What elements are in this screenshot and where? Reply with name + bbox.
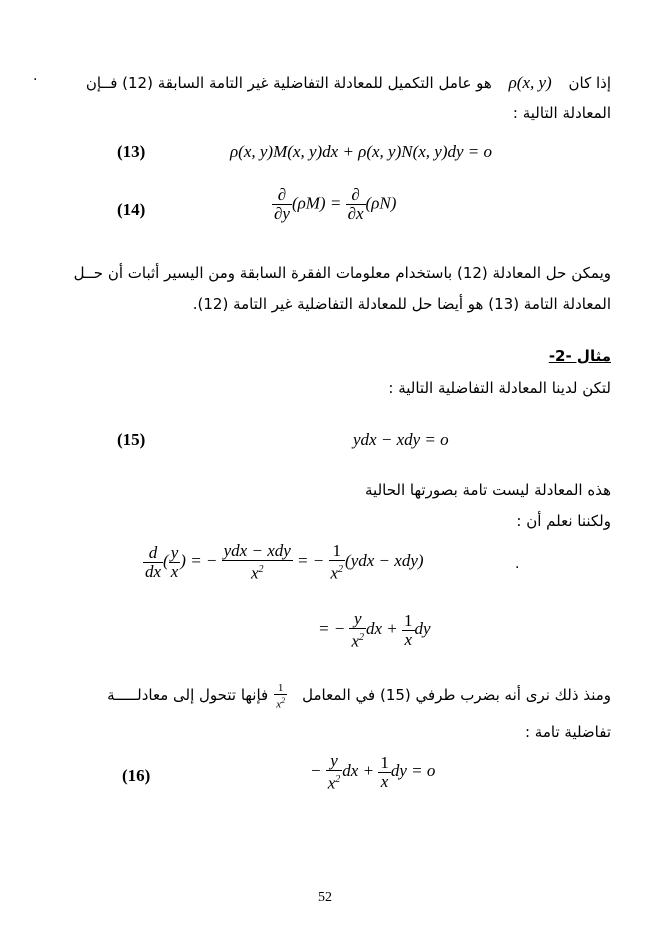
eq13-expression: ρ(x, y)M(x, y)dx + ρ(x, y)N(x, y)dy = o	[230, 142, 493, 161]
frac-d-dx: $\frac{d}{dx}$	[145, 542, 162, 581]
eq15-expression: ydx − xdy = o	[353, 430, 449, 449]
deriv-tail: (ydx − xdy)	[345, 551, 424, 571]
frac-y-x2: $\frac{y}{x^2}$	[351, 609, 364, 651]
deriv-eq-minus-2: = −	[297, 551, 325, 571]
para4-line1	[31, 682, 611, 711]
eq16-frac-1-x: $\frac{1}{x}$	[380, 752, 389, 791]
side-dot: .	[515, 556, 520, 572]
page-number: 52	[318, 890, 332, 905]
eq14-frac-dy: $\frac{\partial}{\partial y}$	[274, 185, 290, 223]
eq14-rhs: (ρN)	[365, 193, 397, 213]
eq16-frac-y-x2: $\frac{y}{x^2}$	[327, 751, 341, 793]
example-intro: لتكن لدينا المعادلة التفاضلية التالية :	[388, 379, 611, 397]
frac-ydx-xdy: $\frac{\text{ydx − xdy}}{x^2}$	[223, 541, 291, 583]
eq16-number: (16)	[122, 766, 151, 785]
factor-math: $\frac{1}{x^2}$	[276, 682, 286, 711]
eq16-expression: − $\frac{y}{x^2}$ dx + $\frac{1}{x}$ dy = o	[310, 751, 436, 793]
para4-line2: تفاضلية تامة :	[524, 723, 611, 741]
stray-dot: .	[33, 68, 38, 84]
frac-1-x: $\frac{1}{x}$	[404, 610, 413, 649]
para1-line2: المعادلة التالية :	[512, 104, 611, 122]
para1-text-rest: هو عامل التكميل للمعادلة التفاضلية غير التامة السابقة (12) فــإن	[85, 74, 492, 92]
example-heading: مثال -2-	[548, 347, 611, 365]
rho-xy-math: ρ(x, y)	[508, 73, 552, 92]
para2-line2: المعادلة التامة (13) هو أيضا حل للمعادلة التفاضلية غير التامة (12).	[192, 295, 611, 313]
eq14-expression	[272, 186, 396, 223]
deriv-eq-minus-1: = −	[190, 551, 218, 571]
para2-line1: ويمكن حل المعادلة (12) باستخدام معلومات الفقرة السابقة ومن اليسير أثبات أن حــل	[73, 264, 611, 282]
para3-line2: ولكننا نعلم أن :	[516, 512, 611, 530]
eq14-number: (14)	[117, 200, 146, 219]
derivation-line2: = − $\frac{y}{x^2}$ dx + $\frac{1}{x}$ dy	[318, 609, 431, 651]
eq15-number: (15)	[117, 430, 146, 449]
frac-1-x2: $\frac{1}{x^2}$	[330, 541, 344, 583]
eq13-number: (13)	[117, 142, 146, 161]
derivation-line1: $\frac{d}{dx}$ ( $\frac{y}{x}$ ) = − $\frac{\text{ydx − xdy}}{x^2}$ = − $\frac{1}{x^2}$ (ydx − xdy)	[145, 541, 424, 583]
para1-text-start: إذا كان	[568, 74, 611, 92]
eq14-lhs: (ρM) =	[291, 193, 342, 213]
para4-text-start: ومنذ ذلك نرى أنه بضرب طرفي (15) في المعامل	[302, 686, 611, 705]
frac-y-x: $\frac{y}{x}$	[170, 542, 179, 581]
para1-line1	[31, 73, 611, 93]
para4-text-end: فإنها تتحول إلى معادلـــــة	[107, 686, 269, 705]
para3-line1: هذه المعادلة ليست تامة بصورتها الحالية	[365, 481, 611, 499]
eq14-frac-dx: $\frac{\partial}{\partial x}$	[347, 185, 364, 223]
